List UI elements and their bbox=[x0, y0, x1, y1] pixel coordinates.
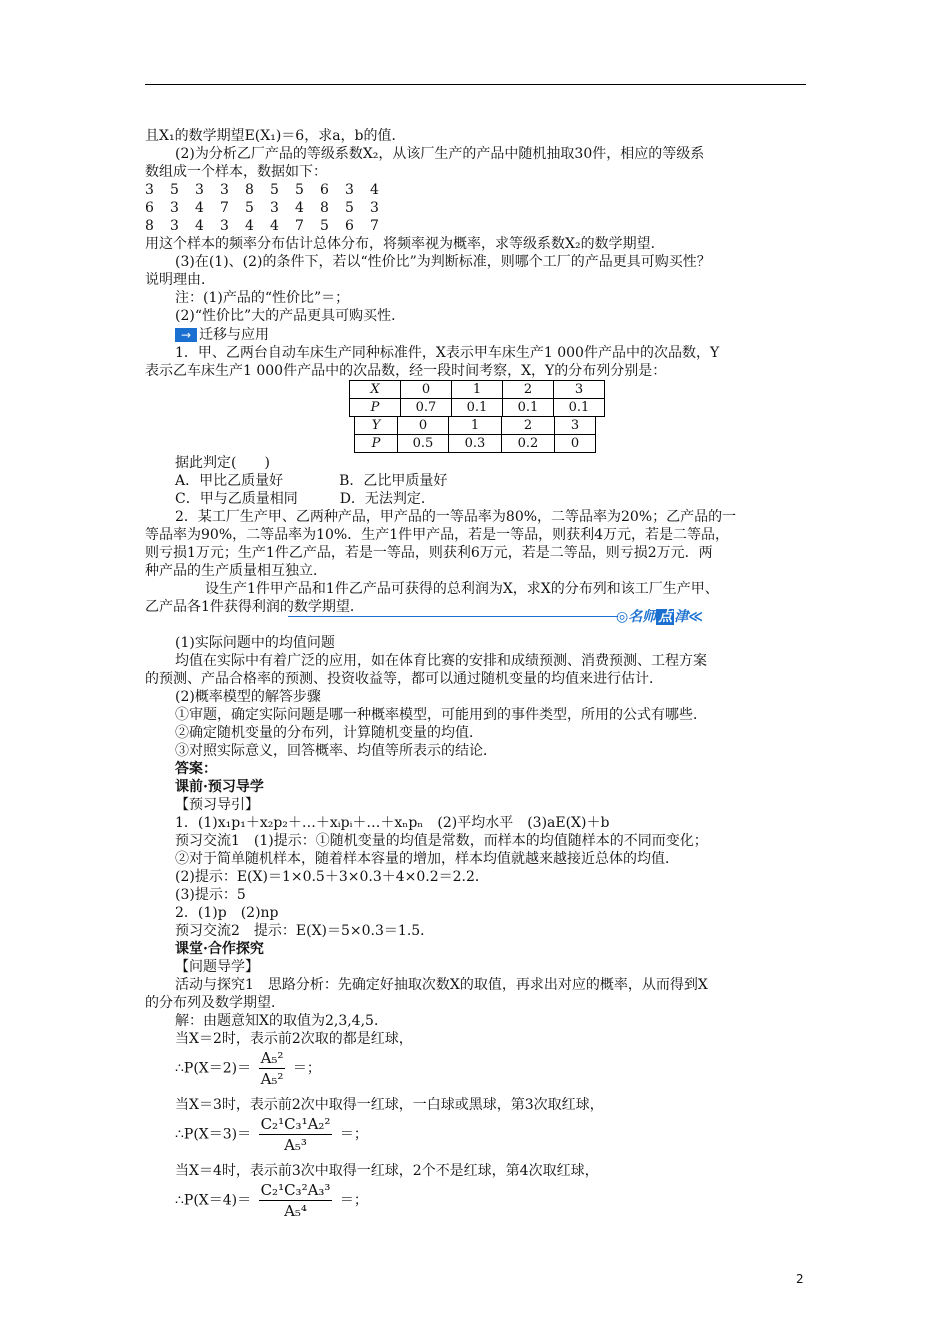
text-line: 当X＝3时，表示前2次中取得一红球，一白球或黑球，第3次取红球， bbox=[175, 1097, 604, 1113]
header-rule bbox=[145, 84, 806, 85]
text-line: 解：由题意知X的取值为2,3,4,5． bbox=[175, 1013, 388, 1029]
text-line: 等品率为90%，二等品率为10%．生产1件甲产品，若是一等品，则获利4万元，若是二等品， bbox=[145, 527, 730, 543]
text-line: (2)概率模型的解答步骤 bbox=[175, 689, 321, 705]
text-line: 预习交流2 提示：E(X)＝5×0.3＝1.5． bbox=[175, 923, 435, 939]
text-line: (3)提示：5 bbox=[175, 887, 246, 903]
choice-line: A．甲比乙质量好 B．乙比甲质量好 bbox=[175, 473, 448, 489]
pre-class-heading: 课前·预习导学 bbox=[175, 779, 264, 795]
text-line: (2)为分析乙厂产品的等级系数X₂，从该厂生产的产品中随机抽取30件，相应的等级系 bbox=[175, 146, 705, 162]
text-line: 当X＝4时，表示前3次中取得一红球，2个不是红球，第4次取红球， bbox=[175, 1163, 599, 1179]
sample-row: 3 5 3 3 8 5 5 6 3 4 bbox=[145, 182, 379, 198]
text-line: 注：(1)产品的“性价比”＝； bbox=[175, 290, 350, 306]
sample-row: 8 3 4 3 4 4 7 5 6 7 bbox=[145, 218, 379, 234]
text-line: ②确定随机变量的分布列，计算随机变量的均值． bbox=[175, 725, 483, 741]
text-line: 说明理由． bbox=[145, 272, 215, 288]
section-heading: → 迁移与应用 bbox=[175, 326, 269, 344]
distribution-table-y: Y 0 1 2 3 P 0.5 0.3 0.2 0 bbox=[354, 416, 596, 453]
text-line: 的预测、产品合格率的预测、投资收益等，都可以通过随机变量的均值来进行估计． bbox=[145, 671, 663, 687]
in-class-heading: 课堂·合作探究 bbox=[175, 941, 264, 957]
text-line: (2)“性价比”大的产品更具可购买性． bbox=[175, 308, 406, 324]
choice-line: C．甲与乙质量相同 D．无法判定． bbox=[175, 491, 435, 507]
text-line: (2)提示：E(X)＝1×0.5＋3×0.3＋4×0.2＝2.2． bbox=[175, 869, 489, 885]
text-line: 当X＝2时，表示前2次取的都是红球， bbox=[175, 1031, 413, 1047]
text-line: 设生产1件甲产品和1件乙产品可获得的总利润为X，求X的分布列和该工厂生产甲、 bbox=[205, 581, 719, 597]
text-line: 1．甲、乙两台自动车床生产同种标准件，X表示甲车床生产1 000件产品中的次品数，Y bbox=[175, 345, 720, 361]
text-line: 则亏损1万元；生产1件乙产品，若是一等品，则获利6万元，若是二等品，则亏损2万元．两 bbox=[145, 545, 713, 561]
text-line: 的分布列及数学期望． bbox=[145, 995, 285, 1011]
text-line: 2．(1)p (2)np bbox=[175, 905, 279, 921]
text-line: 据此判定( ) bbox=[175, 455, 270, 471]
text-line: 预习交流1 (1)提示：①随机变量的均值是常数，而样本的均值随样本的不同而变化； bbox=[175, 833, 708, 849]
tips-banner: ◎名师 点 津≪ bbox=[288, 606, 808, 626]
text-line: 表示乙车床生产1 000件产品中的次品数，经一段时间考察，X，Y的分布列分别是： bbox=[145, 363, 667, 379]
page-number: 2 bbox=[796, 1272, 804, 1286]
problem-guide-label: 【问题导学】 bbox=[175, 959, 259, 975]
text-line: (3)在(1)、(2)的条件下，若以“性价比”为判断标准，则哪个工厂的产品更具可购买性？ bbox=[175, 254, 711, 270]
formula-p4: ∴P(X＝4)＝ $\frac{\text{C₂¹C₃²A₃³}}{\text{A₅⁴}}$ ＝； bbox=[175, 1181, 368, 1220]
text-line: 且X₁的数学期望E(X₁)＝6，求a，b的值． bbox=[145, 128, 406, 144]
text-line: 用这个样本的频率分布估计总体分布，将频率视为概率，求等级系数X₂的数学期望． bbox=[145, 236, 665, 252]
text-line: 均值在实际中有着广泛的应用，如在体育比赛的安排和成绩预测、消费预测、工程方案 bbox=[175, 653, 707, 669]
sample-row: 6 3 4 7 5 3 4 8 5 3 bbox=[145, 200, 379, 216]
text-line: 种产品的生产质量相互独立． bbox=[145, 563, 327, 579]
text-line: 乙产品各1件获得利润的数学期望． bbox=[145, 599, 364, 615]
text-line: 1．(1)x₁p₁＋x₂p₂＋…＋xᵢpᵢ＋…＋xₙpₙ (2)平均水平 (3)aE(X)＋b bbox=[175, 815, 610, 831]
text-line: (1)实际问题中的均值问题 bbox=[175, 635, 335, 651]
formula-p2: ∴P(X＝2)＝ $\frac{\text{A₅²}}{\text{A₅²}}$ ＝； bbox=[175, 1049, 321, 1088]
text-line: 数组成一个样本，数据如下： bbox=[145, 164, 327, 180]
answers-heading: 答案： bbox=[175, 761, 217, 777]
preview-guide-label: 【预习导引】 bbox=[175, 797, 259, 813]
formula-p3: ∴P(X＝3)＝ $\frac{\text{C₂¹C₃¹A₂²}}{\text{A₅³}}$ ＝； bbox=[175, 1115, 368, 1154]
distribution-table-x: X 0 1 2 3 P 0.7 0.1 0.1 0.1 bbox=[349, 380, 605, 417]
text-line: ③对照实际意义，回答概率、均值等所表示的结论． bbox=[175, 743, 497, 759]
arrow-icon: → bbox=[175, 328, 197, 342]
text-line: 活动与探究1 思路分析：先确定好抽取次数X的取值，再求出对应的概率，从而得到X bbox=[175, 977, 708, 993]
text-line: ②对于简单随机样本，随着样本容量的增加，样本均值就越来越接近总体的均值． bbox=[175, 851, 679, 867]
text-line: 2．某工厂生产甲、乙两种产品，甲产品的一等品率为80%，二等品率为20%；乙产品的一 bbox=[175, 509, 737, 525]
text-line: ①审题，确定实际问题是哪一种概率模型，可能用到的事件类型，所用的公式有哪些． bbox=[175, 707, 707, 723]
